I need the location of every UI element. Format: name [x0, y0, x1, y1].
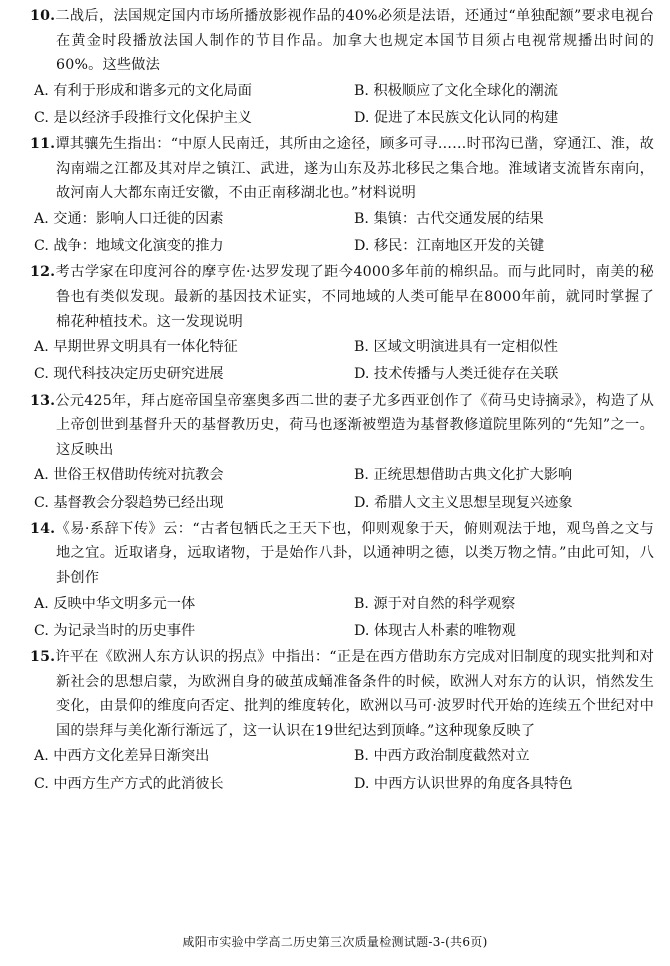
option-d[interactable]: D. 希腊人文主义思想呈现复兴迹象: [354, 494, 573, 511]
exam-page: [30, 4, 654, 798]
question-text: 公元425年，拜占庭帝国皇帝塞奥多西二世的妻子尤多西亚创作了《荷马史诗摘录》，构造了从上帝创世到基督升天的基督教历史，荷马也逐渐被塑造为基督教修道院里陈列的“先知”之一。这反映出: [55, 392, 654, 458]
question-stem: [30, 389, 654, 463]
option-list: [30, 334, 654, 388]
option-list: [30, 78, 654, 132]
option-a[interactable]: A. 中西方文化差异日渐突出: [34, 748, 210, 765]
question-number: 10.: [30, 8, 56, 24]
question-number: 13.: [30, 392, 56, 409]
question-stem: [30, 4, 654, 78]
question-text: 《易·系辞下传》云：“古者包牺氏之王天下也，仰则观象于天，俯则观法于地，观鸟兽之文与地之宜。近取诸身，远取诸物，于是始作八卦，以通神明之德，以类万物之情。”由此可知，八卦创作: [55, 520, 654, 586]
question-stem: [30, 645, 654, 743]
question-number: 11.: [30, 136, 56, 153]
option-d[interactable]: D. 促进了本民族文化认同的构建: [354, 109, 559, 126]
option-a[interactable]: A. 反映中华文明多元一体: [34, 595, 196, 612]
option-b[interactable]: B. 集镇：古代交通发展的结果: [354, 210, 544, 227]
option-d[interactable]: D. 体现古人朴素的唯物观: [354, 622, 516, 639]
option-a[interactable]: A. 有利于形成和谐多元的文化局面: [34, 82, 252, 99]
option-b[interactable]: B. 区域文明演进具有一定相似性: [354, 339, 558, 356]
option-c[interactable]: C. 中西方生产方式的此消彼长: [34, 775, 224, 792]
question-stem: [30, 517, 654, 591]
question-text: 谭其骧先生指出：“中原人民南迁，其所由之途径，顾多可寻……时邗沟已凿，穿通江、淮，故沟南端之江都及其对岸之镇江、武进，遂为山东及苏北移民之集合地。淮域诸支流皆东南向，故河南人大都东南迁安徽，不由正南移湖北也。”材料说明: [55, 136, 654, 202]
option-a[interactable]: A. 交通：影响人口迁徙的因素: [34, 210, 224, 227]
option-c[interactable]: C. 是以经济手段推行文化保护主义: [34, 109, 252, 126]
option-d[interactable]: D. 中西方认识世界的角度各具特色: [354, 775, 573, 792]
question-15: [30, 645, 654, 798]
question-number: 15.: [30, 648, 56, 665]
option-b[interactable]: B. 积极顺应了文化全球化的潮流: [354, 82, 558, 99]
question-text: 考古学家在印度河谷的摩亨佐·达罗发现了距今4000多年前的棉织品。而与此同时，南美的秘鲁也有类似发现。最新的基因技术证实，不同地域的人类可能早在8000年前，就同时掌握了棉花种植技术。这一发现说明: [55, 264, 654, 330]
question-10: [30, 4, 654, 132]
question-12: [30, 260, 654, 388]
question-stem: [30, 260, 654, 334]
option-a[interactable]: A. 世俗王权借助传统对抗教会: [34, 467, 224, 484]
option-d[interactable]: D. 移民：江南地区开发的关键: [354, 238, 545, 255]
option-c[interactable]: C. 战争：地域文化演变的推力: [34, 238, 224, 255]
question-11: [30, 132, 654, 260]
option-b[interactable]: B. 源于对自然的科学观察: [354, 595, 516, 612]
option-b[interactable]: B. 正统思想借助古典文化扩大影响: [354, 467, 573, 484]
option-d[interactable]: D. 技术传播与人类迁徙存在关联: [354, 366, 559, 383]
question-14: [30, 517, 654, 645]
option-c[interactable]: C. 现代科技决定历史研究进展: [34, 366, 224, 383]
question-text: 许平在《欧洲人东方认识的拐点》中指出：“正是在西方借助东方完成对旧制度的现实批判和对新社会的思想启蒙，为欧洲自身的破茧成蛹准备条件的时候，欧洲人对东方的认识，悄然发生变化，由景仰的维度向否定、批判的维度转化，欧洲以马可·波罗时代开始的连续五个世纪对中国的崇拜与美化渐行渐远了，这一认识在19世纪达到顶峰。”这种现象反映了: [55, 648, 654, 739]
question-number: 12.: [30, 264, 56, 281]
page-footer: 咸阳市实验中学高二历史第三次质量检测试题-3-(共6页): [182, 935, 488, 949]
option-list: [30, 206, 654, 260]
question-number: 14.: [30, 520, 56, 537]
option-list: [30, 743, 654, 797]
option-list: [30, 591, 654, 645]
option-list: [30, 462, 654, 516]
option-b[interactable]: B. 中西方政治制度截然对立: [354, 748, 530, 765]
option-a[interactable]: A. 早期世界文明具有一体化特征: [34, 339, 238, 356]
question-text: 二战后，法国规定国内市场所播放影视作品的40%必须是法语，还通过“单独配额”要求电视台在黄金时段播放法国人制作的节目作品。加拿大也规定本国节目须占电视常规播出时间的60%。这些做法: [55, 8, 654, 74]
question-13: [30, 389, 654, 517]
option-c[interactable]: C. 为记录当时的历史事件: [34, 622, 196, 639]
question-stem: [30, 132, 654, 206]
option-c[interactable]: C. 基督教会分裂趋势已经出现: [34, 494, 224, 511]
